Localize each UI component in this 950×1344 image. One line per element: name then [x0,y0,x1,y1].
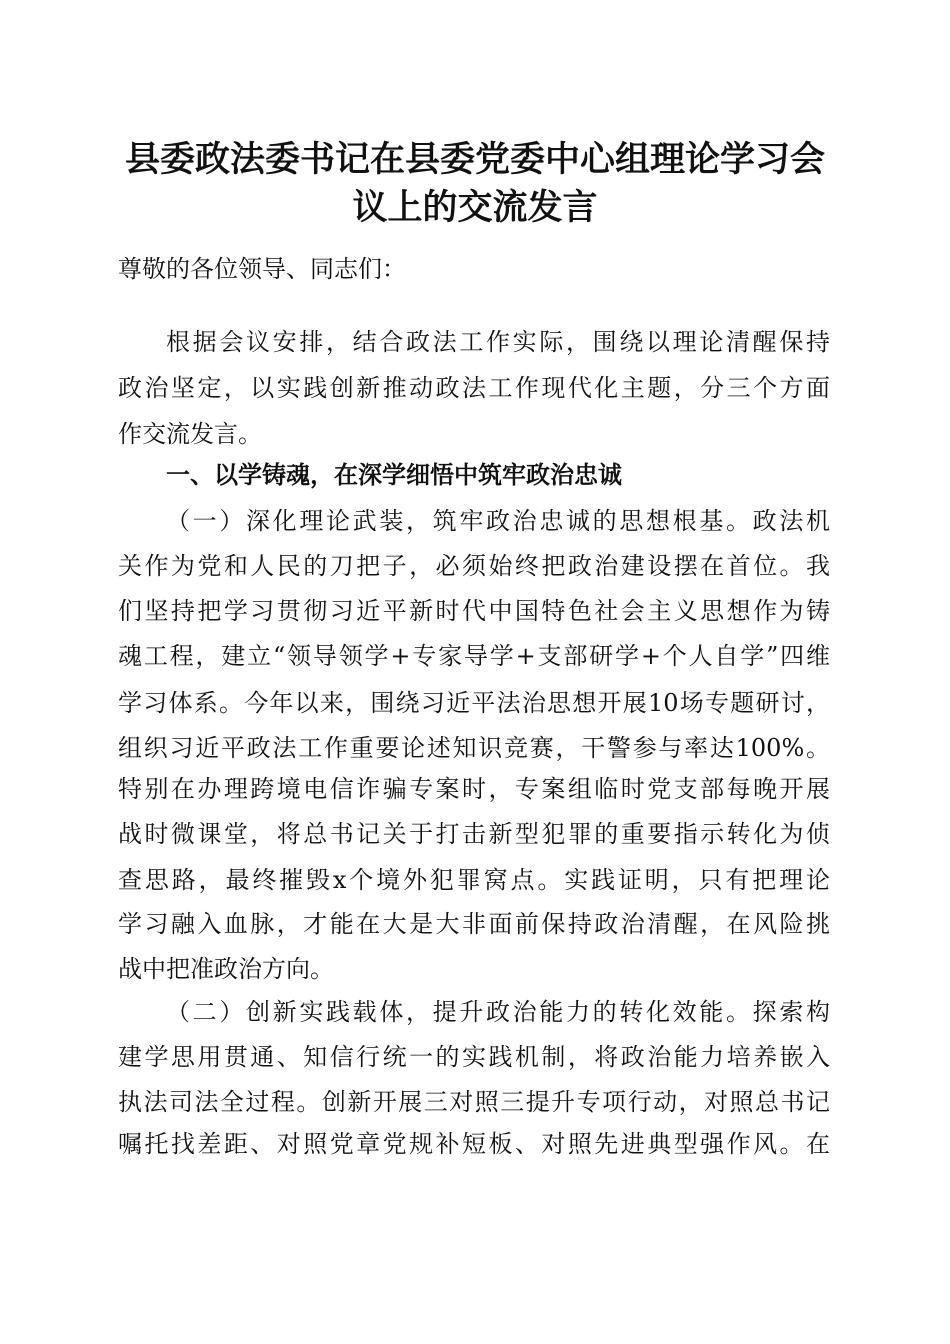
paragraph-line: 建学思用贯通、知信行统一的实践机制，将政治能力培养嵌入 [118,1043,830,1071]
section-heading: 一、以学铸魂，在深学细悟中筑牢政治忠诚 [166,461,622,489]
paragraph-line: 们坚持把学习贯彻习近平新时代中国特色社会主义思想作为铸 [118,597,830,625]
paragraph-line: 执法司法全过程。创新开展三对照三提升专项行动，对照总书记 [118,1088,830,1116]
paragraph-line: 战时微课堂，将总书记关于打击新型犯罪的重要指示转化为侦 [118,820,830,848]
paragraph-line: 组织习近平政法工作重要论述知识竞赛，干警参与率达100%。 [118,734,830,762]
document-title-line-2: 议上的交流发言 [352,187,598,228]
paragraph-line: （二）创新实践载体，提升政治能力的转化效能。探索构 [166,998,830,1026]
paragraph-line: 学习体系。今年以来，围绕习近平法治思想开展10场专题研讨， [118,689,830,717]
paragraph-line: 魂工程，建立“领导领学+专家导学+支部研学+个人自学”四维 [118,642,830,670]
paragraph-line: 查思路，最终摧毁x个境外犯罪窝点。实践证明，只有把理论 [118,866,830,894]
paragraph-line: 战中把准政治方向。 [118,955,334,983]
paragraph-line: 嘱托找差距、对照党章党规补短板、对照先进典型强作风。在 [118,1130,830,1158]
intro-line: 根据会议安排，结合政法工作实际，围绕以理论清醒保持 [166,328,830,356]
document-title-line-1: 县委政法委书记在县委党委中心组理论学习会 [124,139,825,180]
intro-line: 政治坚定，以实践创新推动政法工作现代化主题，分三个方面 [118,374,830,402]
paragraph-line: 关作为党和人民的刀把子，必须始终把政治建设摆在首位。我 [118,552,830,580]
paragraph-line: （一）深化理论武装，筑牢政治忠诚的思想根基。政法机 [166,507,830,535]
intro-line: 作交流发言。 [118,420,262,448]
paragraph-line: 学习融入血脉，才能在大是大非面前保持政治清醒，在风险挑 [118,910,830,938]
paragraph-line: 特别在办理跨境电信诈骗专案时，专案组临时党支部每晚开展 [118,775,830,803]
salutation: 尊敬的各位领导、同志们： [118,255,406,283]
